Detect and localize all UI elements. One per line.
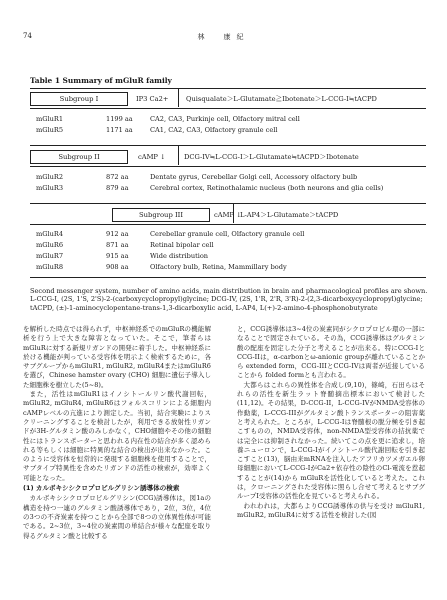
distribution: Wide distribution <box>150 252 209 260</box>
body-paragraph: を解析した時点では得られず，中枢神経系でのmGluRの機能解析を行う上で大きな障害となっていた。そこで，筆者らはmGluRに対する新規リガンドの開発に着手した。中枢神経系に於ける機能が判っている受容体を明示よく検索するために，各サブグループからmGluR1, mGluR2, mGluR4またはmGluR6を選び，Chinese hamster ovary (CHO) 細胞に遺伝子導入した細胞株を樹立した(5~8)。 <box>23 325 211 389</box>
column-divider <box>178 146 179 165</box>
distribution: Cerebellar granule cell, Olfactory granule cell <box>150 230 305 238</box>
section-heading: (1) カルボキシシクロプロピルグリシン誘導体の検索 <box>23 484 180 493</box>
body-paragraph: また，活性はmGluR1はイノシトールリン酸代謝回転，mGluR2, mGluR4, mGluR6はフォルスコリンによる細胞内cAMPレベルの亢進により測定した。当初，結合実験によりスクリーニングすることを検討したが，利用できる放射性リガンドが3H-グルタミン酸のみしかなく，CHO細胞やその他の細胞性にはトランスポーターと思われる内在性の結合が多く認められる等もしくは細胞に特異的な結合の検出が出来なかった。このように受容体を恒常的に発現する細胞株を使用することで，サブタイプ特異性を含めたリガンドの活性の検索が，効率よく可能となった。 <box>23 390 211 482</box>
receptor-name: mGluR3 <box>36 184 64 192</box>
distribution: Olfactory bulb, Retina, Mammillary body <box>150 263 287 271</box>
table-footnote: Second messenger system, number of amino acids, main distribution in brain and pharmacological profiles are shown. L-CCG-I, (2S, 1'S, 2'S)-2-(carboxycyclopropyl)glycine; DCG-IV, (2S, 1'R, 2'R, 3'R)-2-(2,3-dicarboxycyclopropyl)glycine; tACPD, (±)-1-aminocyclopentane-trans-1,3-dicarboxylic acid, L-AP4, L(+)-2-amino-4-phosphonobutyrate <box>30 287 428 312</box>
amino-acid-count: 1171 aa <box>106 126 133 134</box>
subgroup-1-second-messenger: IP3 Ca2+ <box>136 95 169 103</box>
subgroup-3-pharmacology: L-AP4＞L-Glutamate＞tACPD <box>240 211 339 219</box>
body-paragraph: われわれは，大都らよりCCG誘導体の供与を受け mGluR1, mGluR2, mGluR4に対する活性を検討した(図 <box>237 501 425 519</box>
running-header-author: 林 康紀 <box>197 33 250 41</box>
receptor-name: mGluR6 <box>36 241 64 249</box>
distribution: CA2, CA3, Purkinje cell, Olfactory mitral cell <box>150 115 300 123</box>
page-number: 74 <box>23 32 32 40</box>
subgroup-1-pharmacology: Quisqualate＞L-Glutamate≧Ibotenate＞L-CCG-I≒tACPD <box>186 95 377 103</box>
amino-acid-count: 908 aa <box>106 263 129 271</box>
amino-acid-count: 1199 aa <box>106 115 133 123</box>
body-paragraph: と，CCG誘導体は3~4位の炭素同がシクロプロピル環の一部になることで固定されている。その為，CCG誘導体はグルタミン酸の配座を固定した分子と考えることが出来る。特にCCG-IとCCG-IIは，α-carbonとω-anionic groupが離れていることから extended form，CCG-IIIとCCG-IVは両者が近接していることから folded formとも言われる。 <box>237 325 425 380</box>
body-column-right <box>237 325 425 520</box>
table-rule-bottom <box>30 277 426 278</box>
subgroup-2-second-messenger: cAMP ↓ <box>138 153 166 161</box>
amino-acid-count: 872 aa <box>106 173 129 181</box>
subgroup-3-second-messenger: cAMP ↓ <box>214 211 242 219</box>
subgroup-1-label: Subgroup I <box>30 92 128 106</box>
table-rule-top <box>30 88 426 89</box>
distribution: Cerebral cortex, Retinothalamic nucleus (both neurons and glia cells) <box>150 184 384 192</box>
distribution: Dentate gyrus, Cerebellar Golgi cell, Accessory olfactory bulb <box>150 173 358 181</box>
receptor-name: mGluR2 <box>36 173 64 181</box>
receptor-name: mGluR8 <box>36 263 64 271</box>
receptor-name: mGluR5 <box>36 126 64 134</box>
table-rule <box>30 203 426 204</box>
amino-acid-count: 879 aa <box>106 184 129 192</box>
receptor-name: mGluR4 <box>36 230 64 238</box>
subgroup-2-pharmacology: DCG-IV≒L-CCG-I＞L-Glutamate≒tACPD＞Ibotenate <box>184 153 359 161</box>
receptor-name: mGluR7 <box>36 252 64 260</box>
column-divider <box>178 89 179 107</box>
amino-acid-count: 871 aa <box>106 241 129 249</box>
subgroup-3-label: Subgroup III <box>112 208 210 222</box>
table-rule <box>30 145 426 146</box>
distribution: Retinal bipolar cell <box>150 241 214 249</box>
subgroup-2-label: Subgroup II <box>30 150 128 164</box>
distribution: CA1, CA2, CA3, Olfactory granule cell <box>150 126 278 134</box>
table-rule <box>30 108 426 109</box>
table-rule <box>30 166 426 167</box>
table-caption: Table 1 Summary of mGluR family <box>30 76 172 85</box>
body-paragraph: カルボキシシクロプロピルグリシン(CCG)誘導体は，図1aの構造を持つ一連のグルタミン酸誘導体であり，2位，3位，4位の3つの不斉炭素を持つことから全部で8つの立体異性体が可能である。2~3位，3~4位の炭素間の単結合が様々な配座を取り得るグルタミン酸と比較する <box>23 494 211 540</box>
receptor-name: mGluR1 <box>36 115 64 123</box>
amino-acid-count: 912 aa <box>106 230 129 238</box>
body-column-left <box>23 325 211 541</box>
amino-acid-count: 915 aa <box>106 252 129 260</box>
body-paragraph: 大都らはこれらの異性体を合成し(9,10)，篠崎，石田らはそれらの活性を新生ラット脊髄摘出標本において検討した(11,12)。その結果，D-CCG-II，L-CCG-IVがNMDA受容体の作動薬，L-CCG-IIIがグルタミン酸トランスポーターの阻害薬と考えられた。ところが，L-CCG-Iは脊髄根の脱分極を引き起こすものの，NMDA受容体，non-NMDA型受容体の拮抗薬では完全には抑制されなかった。続いてこの点を更に追求し，培養ニューロンで，L-CCG-Iがイノシトール酸代謝回転を引き起こすこと(13)，脳由来mRNAを注入したアフリカツメガエル卵母細胞においてL-CCG-IがCa2+依存性の陰性のCl-電流を惹起することが(14)から mGluRを活性化していると考えた。これは，クローニングされた受容体に照らし合せて考えるとサブグループI受容体の活性化を見ていると考えられる。 <box>237 380 425 501</box>
table-rule <box>30 224 426 225</box>
